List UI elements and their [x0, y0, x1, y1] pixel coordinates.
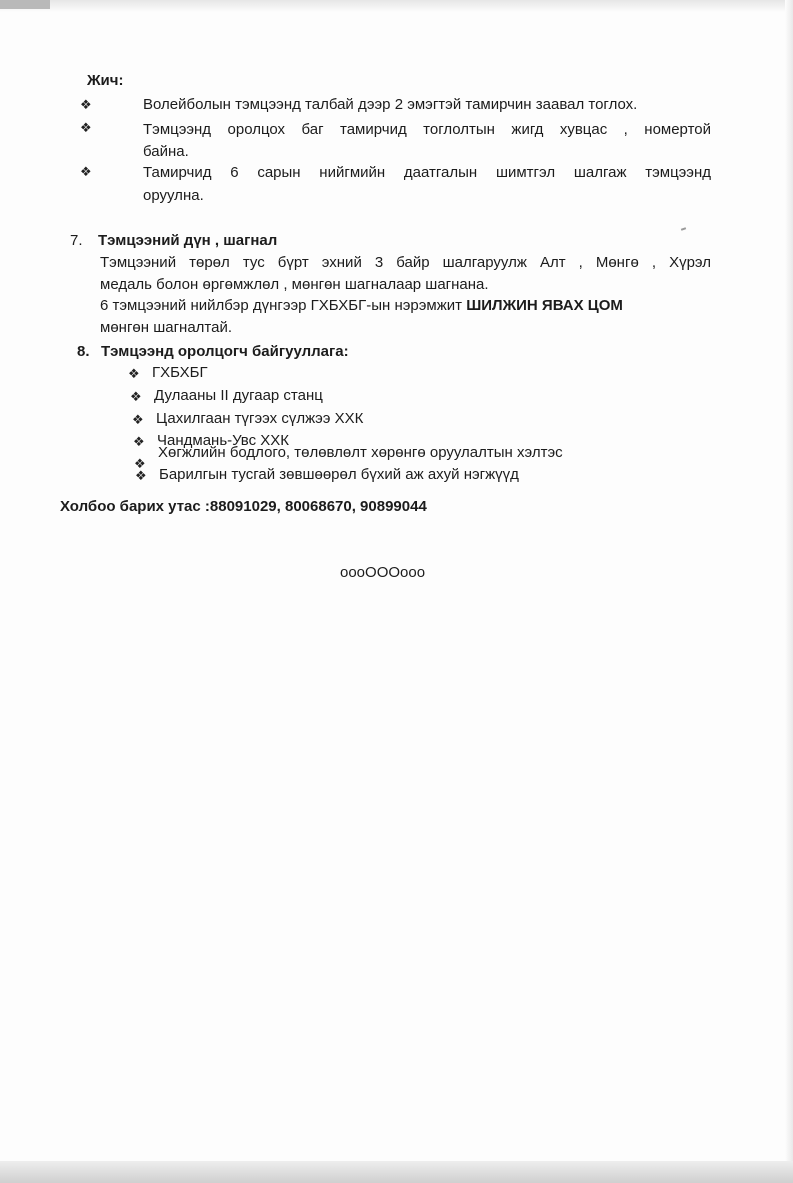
scan-top-edge: [0, 0, 793, 12]
section-7-para-1-line-1: Тэмцээний төрөл тус бүрт эхний 3 байр шалгаруулж Алт , Мөнгө , Хүрэл: [100, 254, 711, 271]
participant-item-1: ГХБХБГ: [152, 364, 208, 381]
section-7-title: Тэмцээний дүн , шагнал: [98, 232, 278, 249]
section-7-para-2-line-2: мөнгөн шагналтай.: [100, 319, 233, 336]
scan-right-edge: [785, 0, 793, 1183]
note-item-2-line-2: байна.: [143, 143, 189, 160]
diamond-bullet-icon: ❖: [80, 164, 92, 179]
note-item-3-line-2: оруулна.: [143, 187, 204, 204]
note-item-2-line-1: Тэмцээнд оролцох баг тамирчид тоглолтын жигд хувцас , номертой: [143, 121, 711, 138]
diamond-bullet-icon: ❖: [134, 456, 146, 471]
participant-item-2: Дулааны II дугаар станц: [154, 387, 323, 404]
section-7-para-1-line-2: медаль болон өргөмжлөл , мөнгөн шагналаар шагнана.: [100, 276, 489, 293]
section-8-number: 8.: [77, 343, 90, 360]
diamond-bullet-icon: ❖: [132, 412, 144, 427]
scan-bottom-edge: [0, 1161, 793, 1183]
section-7-number: 7.: [70, 232, 83, 249]
participant-item-5: Хөгжлийн бодлого, төлөвлөлт хөрөнгө оруулалтын хэлтэс: [158, 444, 563, 461]
note-title: Жич:: [87, 72, 124, 89]
participant-item-6: Барилгын тусгай зөвшөөрөл бүхий аж ахуй нэгжүүд: [159, 466, 519, 483]
contact-phones: 88091029, 80068670, 90899044: [209, 498, 427, 515]
diamond-bullet-icon: ❖: [128, 366, 140, 381]
note-item-3-line-1: Тамирчид 6 сарын нийгмийн даатгалын шимтгэл шалгаж тэмцээнд: [143, 164, 711, 181]
participant-item-4: Чандмань-Увс ХХК: [157, 432, 290, 449]
end-mark: oooOOOooo: [340, 564, 426, 581]
section-7-para-2-line-1: [100, 295, 623, 317]
diamond-bullet-icon: ❖: [135, 468, 147, 483]
note-item-1: Волейболын тэмцээнд талбай дээр 2 эмэгтэй тамирчин заавал тоглох.: [143, 96, 638, 113]
diamond-bullet-icon: ❖: [133, 434, 145, 449]
section-7-para-2-text: 6 тэмцээний нийлбэр дүнгээр ГХБХБГ-ын нэрэмжит: [100, 297, 463, 314]
scan-corner-mark: [0, 0, 50, 9]
section-8-title: Тэмцээнд оролцогч байгууллага:: [101, 343, 349, 360]
diamond-bullet-icon: ❖: [130, 389, 142, 404]
contact-label: Холбоо барих утас :: [60, 498, 210, 515]
diamond-bullet-icon: ❖: [80, 97, 92, 112]
participant-item-3: Цахилгаан түгээх сүлжээ ХХК: [156, 410, 364, 427]
contact-line: [60, 496, 427, 518]
scan-speck: [681, 227, 686, 231]
section-7-cup-name: ШИЛЖИН ЯВАХ ЦОМ: [466, 297, 623, 314]
diamond-bullet-icon: ❖: [80, 120, 92, 135]
